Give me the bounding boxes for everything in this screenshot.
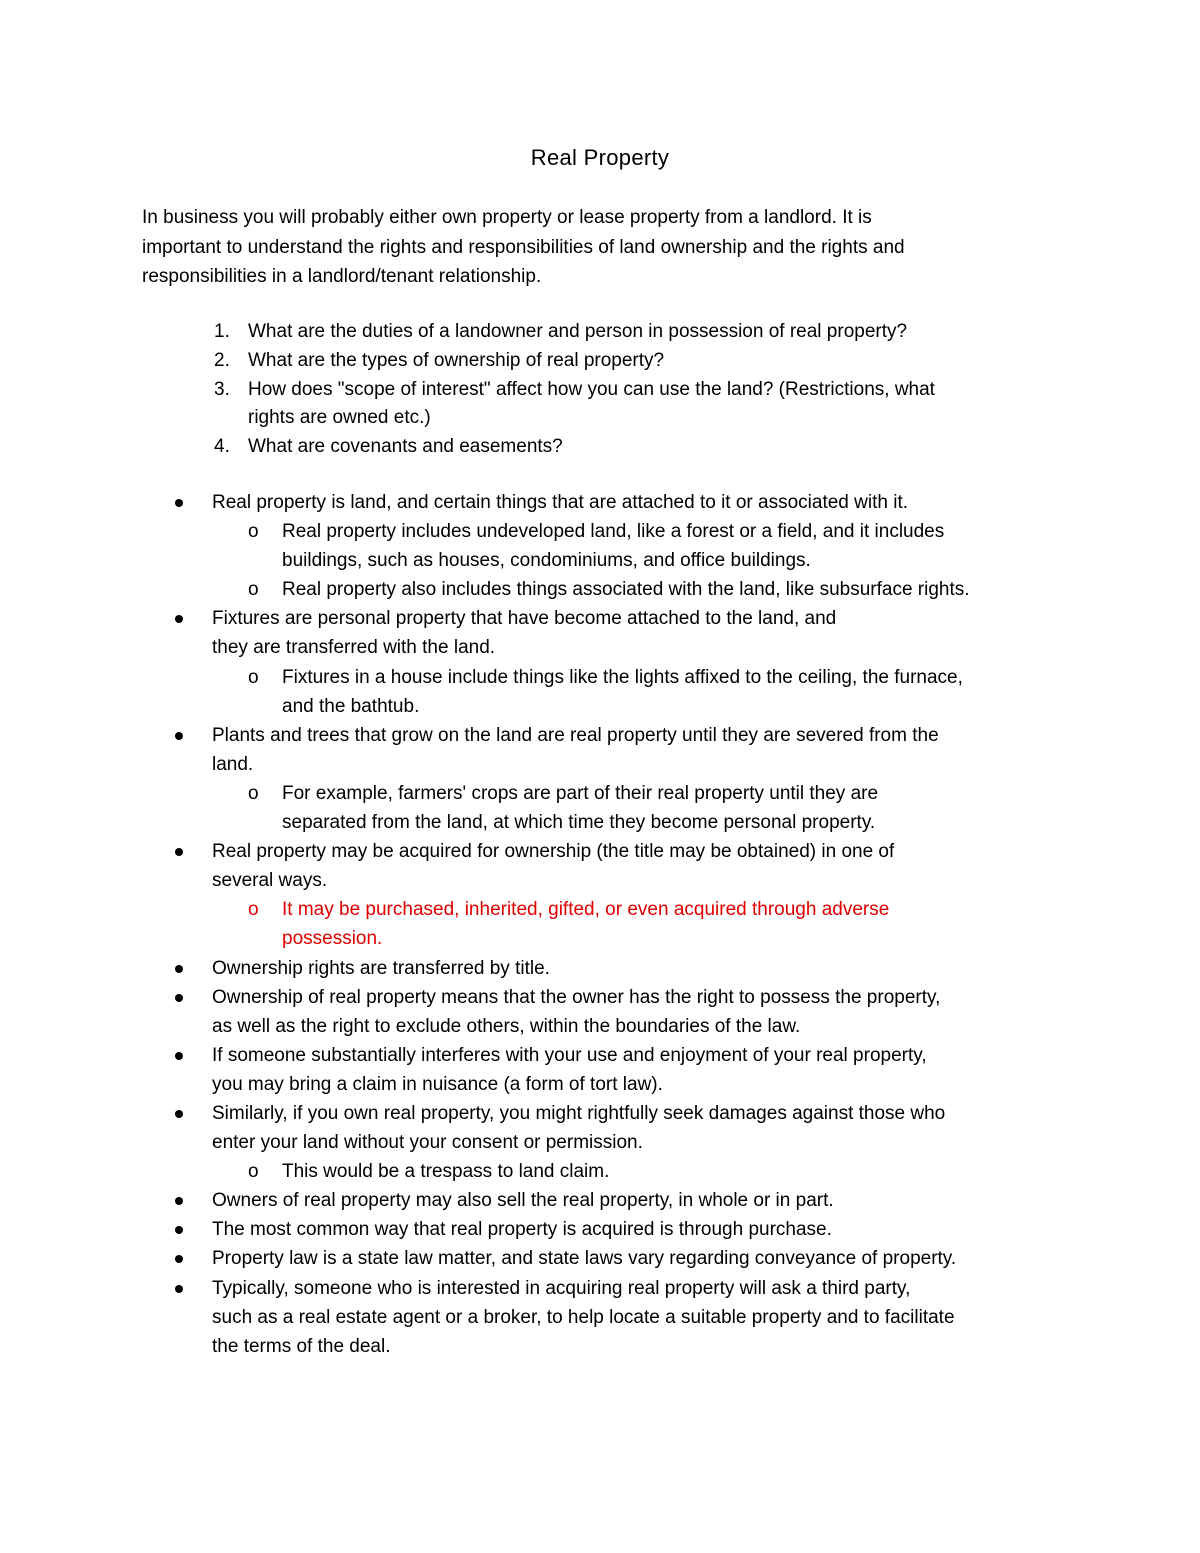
bullet-dot-icon [175, 1255, 183, 1263]
question-text: What are covenants and easements? [248, 436, 563, 458]
bullet-item [0, 837, 970, 895]
bullet-text: Fixtures are personal property that have become attached to the land, and [212, 608, 837, 630]
bullet-text: the terms of the deal. [212, 1335, 391, 1357]
bullet-dot-icon [175, 965, 183, 973]
intro-line: important to understand the rights and responsibilities of land ownership and the rights and [142, 236, 905, 258]
question-item [0, 376, 935, 434]
bullet-text: The most common way that real property is acquired is through purchase. [212, 1219, 832, 1241]
page-title: Real Property [530, 145, 670, 170]
sub-bullet-marker-icon: o [248, 666, 259, 688]
question-text: How does "scope of interest" affect how you can use the land? (Restrictions, what [248, 378, 935, 400]
question-list [0, 318, 935, 462]
bullet-text: Real property may be acquired for ownership (the title may be obtained) in one of [212, 841, 895, 863]
sub-bullet-item [0, 575, 970, 604]
question-item [0, 347, 935, 376]
question-number: 1. [214, 321, 230, 342]
bullet-item [0, 983, 970, 1041]
bullet-item [0, 721, 970, 779]
question-item [0, 433, 935, 462]
bullet-text: Typically, someone who is interested in acquiring real property will ask a third party, [212, 1277, 911, 1299]
bullet-text: Ownership of real property means that the owner has the right to possess the property, [212, 986, 941, 1008]
bullet-item [0, 1274, 970, 1361]
question-number: 4. [214, 436, 230, 458]
sub-bullet-marker-icon: o [248, 782, 259, 804]
bullet-text: Fixtures in a house include things like the lights affixed to the ceiling, the furnace, [282, 666, 963, 688]
bullet-dot-icon [175, 848, 183, 856]
bullet-item [0, 1244, 970, 1273]
bullet-item [0, 604, 970, 662]
question-text: What are the types of ownership of real property? [248, 349, 665, 371]
bullet-text: This would be a trespass to land claim. [282, 1161, 610, 1183]
bullet-text: land. [212, 753, 254, 775]
bullet-text: and the bathtub. [282, 695, 420, 717]
bullet-dot-icon [175, 1285, 183, 1293]
intro-line: responsibilities in a landlord/tenant relationship. [142, 266, 542, 287]
bullet-text: Plants and trees that grow on the land are real property until they are severed from the [212, 724, 939, 746]
bullet-text: Real property also includes things associated with the land, like subsurface rights. [282, 579, 970, 601]
bullet-text: If someone substantially interferes with your use and enjoyment of your real property, [212, 1044, 927, 1066]
question-number: 2. [214, 349, 230, 371]
bullet-item [0, 1041, 970, 1099]
bullet-item [0, 488, 970, 517]
sub-bullet-item [0, 663, 970, 721]
intro-paragraph [142, 203, 1072, 292]
bullet-text: Real property is land, and certain things that are attached to it or associated with it. [212, 492, 908, 513]
sub-bullet-marker-icon: o [248, 899, 259, 921]
bullet-dot-icon [175, 615, 183, 623]
bullet-text: Similarly, if you own real property, you might rightfully seek damages against those who [212, 1102, 946, 1124]
question-text: What are the duties of a landowner and person in possession of real property? [248, 321, 908, 342]
bullet-dot-icon [175, 1110, 183, 1118]
bullet-text: buildings, such as houses, condominiums, and office buildings. [282, 550, 811, 572]
question-number: 3. [214, 378, 230, 400]
bullet-text: Property law is a state law matter, and state laws vary regarding conveyance of property. [212, 1248, 957, 1270]
bullet-dot-icon [175, 994, 183, 1002]
bullet-text: It may be purchased, inherited, gifted, or even acquired through adverse [282, 899, 890, 921]
question-text: rights are owned etc.) [248, 407, 431, 429]
bullet-text: Ownership rights are transferred by title. [212, 957, 550, 979]
bullet-item [0, 1186, 970, 1215]
bullet-text: For example, farmers' crops are part of their real property until they are [282, 782, 879, 804]
bullet-text: possession. [282, 928, 383, 950]
sub-bullet-item [0, 517, 970, 575]
sub-bullet-marker-icon: o [248, 579, 259, 601]
bullet-text: as well as the right to exclude others, within the boundaries of the law. [212, 1015, 801, 1037]
bullet-dot-icon [175, 1052, 183, 1060]
bullet-list [0, 488, 970, 1361]
bullet-text: Owners of real property may also sell the real property, in whole or in part. [212, 1190, 834, 1212]
sub-bullet-item [0, 895, 970, 953]
bullet-text: such as a real estate agent or a broker, to help locate a suitable property and to facilitate [212, 1306, 955, 1328]
bullet-text: enter your land without your consent or permission. [212, 1132, 643, 1154]
bullet-text: you may bring a claim in nuisance (a form of tort law). [212, 1073, 663, 1095]
sub-bullet-item [0, 1157, 970, 1186]
bullet-text: separated from the land, at which time they become personal property. [282, 812, 876, 834]
sub-bullet-marker-icon: o [248, 1161, 259, 1183]
bullet-dot-icon [175, 1197, 183, 1205]
bullet-text: several ways. [212, 870, 328, 892]
question-item [0, 318, 935, 347]
bullet-item [0, 1099, 970, 1157]
intro-line: In business you will probably either own property or lease property from a landlord. It is [142, 207, 872, 228]
bullet-dot-icon [175, 1226, 183, 1234]
bullet-item [0, 954, 970, 983]
sub-bullet-marker-icon: o [248, 521, 259, 543]
bullet-text: Real property includes undeveloped land, like a forest or a field, and it includes [282, 521, 945, 543]
bullet-item [0, 1215, 970, 1244]
bullet-dot-icon [175, 732, 183, 740]
sub-bullet-item [0, 779, 970, 837]
bullet-text: they are transferred with the land. [212, 637, 496, 659]
bullet-dot-icon [175, 499, 183, 507]
